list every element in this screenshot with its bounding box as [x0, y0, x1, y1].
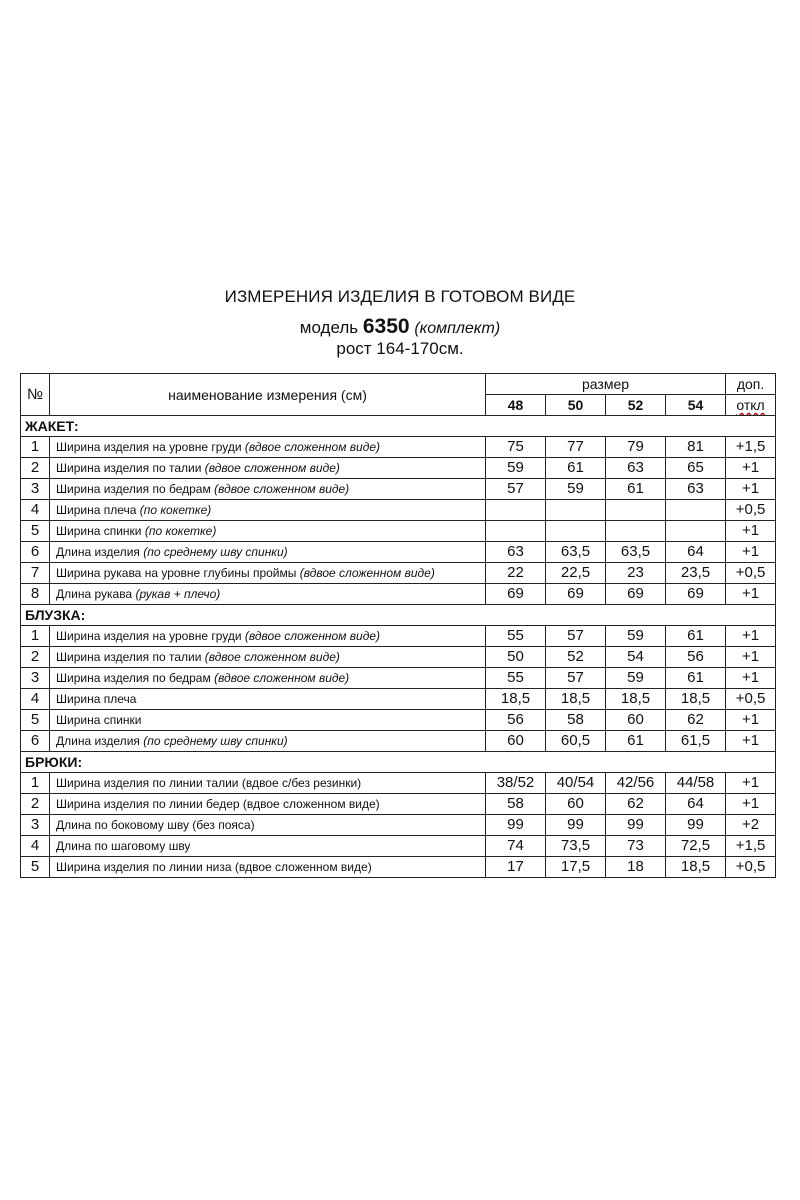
tolerance-value: +1	[726, 458, 776, 479]
size-value: 79	[606, 437, 666, 458]
measurement-name	[50, 458, 486, 479]
measurement-name	[50, 647, 486, 668]
size-value: 72,5	[666, 836, 726, 857]
row-number: 5	[21, 857, 50, 878]
size-value: 99	[666, 815, 726, 836]
tolerance-value: +1	[726, 731, 776, 752]
size-value: 61,5	[666, 731, 726, 752]
measurement-label: Ширина изделия по линии талии (вдвое с/без резинки)	[56, 776, 362, 790]
row-number: 2	[21, 458, 50, 479]
size-value: 74	[486, 836, 546, 857]
table-row	[21, 731, 776, 752]
size-value: 61	[606, 731, 666, 752]
size-value: 55	[486, 668, 546, 689]
measurement-note: (вдвое сложенном виде)	[244, 440, 381, 454]
measurement-name	[50, 563, 486, 584]
measurement-note: (вдвое сложенном виде)	[204, 650, 340, 664]
col-tolerance-header-2	[726, 395, 776, 416]
row-number: 1	[21, 437, 50, 458]
measurement-name	[50, 668, 486, 689]
size-value: 59	[606, 668, 666, 689]
size-value: 59	[606, 626, 666, 647]
tolerance-value: +1	[726, 542, 776, 563]
row-number: 1	[21, 626, 50, 647]
measurement-name	[50, 836, 486, 857]
size-value: 56	[486, 710, 546, 731]
size-value: 18,5	[666, 689, 726, 710]
size-value: 22	[486, 563, 546, 584]
header-row	[21, 374, 776, 395]
measurement-label: Ширина изделия по линии бедер (вдвое сложенном виде)	[56, 797, 380, 811]
measurement-label: Ширина спинки	[56, 524, 142, 538]
table-row	[21, 647, 776, 668]
size-value: 22,5	[546, 563, 606, 584]
size-value: 61	[546, 458, 606, 479]
measurement-label: Длина по боковому шву (без пояса)	[56, 818, 255, 832]
size-value: 42/56	[606, 773, 666, 794]
measurement-name	[50, 521, 486, 542]
table-row	[21, 458, 776, 479]
measurement-note: (по среднему шву спинки)	[143, 734, 288, 748]
size-value: 63	[666, 479, 726, 500]
row-number: 2	[21, 794, 50, 815]
size-value	[486, 500, 546, 521]
table-row	[21, 836, 776, 857]
table-row	[21, 710, 776, 731]
tolerance-value: +1	[726, 521, 776, 542]
size-value	[486, 521, 546, 542]
size-value: 55	[486, 626, 546, 647]
table-row	[21, 773, 776, 794]
row-number: 8	[21, 584, 50, 605]
table-row	[21, 542, 776, 563]
size-value: 60,5	[546, 731, 606, 752]
tolerance-value: +1	[726, 773, 776, 794]
size-value: 44/58	[666, 773, 726, 794]
size-value: 54	[606, 647, 666, 668]
size-value: 60	[546, 794, 606, 815]
measurement-label: Ширина плеча	[56, 503, 137, 517]
size-value: 60	[486, 731, 546, 752]
size-header: 52	[606, 395, 666, 416]
measurement-name	[50, 500, 486, 521]
size-value: 75	[486, 437, 546, 458]
section-row	[21, 752, 776, 773]
size-value: 63	[606, 458, 666, 479]
size-value: 57	[546, 668, 606, 689]
tolerance-value: +1	[726, 668, 776, 689]
table-row	[21, 479, 776, 500]
size-value: 77	[546, 437, 606, 458]
tolerance-value: +0,5	[726, 857, 776, 878]
size-value: 58	[486, 794, 546, 815]
size-value	[666, 500, 726, 521]
size-header: 54	[666, 395, 726, 416]
measurement-note: (вдвое сложенном виде)	[299, 566, 435, 580]
row-number: 6	[21, 731, 50, 752]
size-value: 40/54	[546, 773, 606, 794]
col-name-header: наименование измерения (см)	[50, 374, 486, 416]
section-spacer	[486, 752, 776, 773]
size-value: 61	[666, 626, 726, 647]
size-value: 18,5	[606, 689, 666, 710]
section-title: ЖАКЕТ:	[21, 416, 486, 437]
measurement-note: (по среднему шву спинки)	[143, 545, 288, 559]
table-row	[21, 857, 776, 878]
measurement-note: (вдвое сложенном виде)	[244, 629, 381, 643]
size-value: 99	[486, 815, 546, 836]
measurement-label: Ширина изделия по талии	[56, 650, 202, 664]
measurement-name	[50, 437, 486, 458]
size-value: 73	[606, 836, 666, 857]
size-value: 38/52	[486, 773, 546, 794]
measurement-note: (по кокетке)	[144, 524, 217, 538]
size-value: 99	[546, 815, 606, 836]
row-number: 3	[21, 668, 50, 689]
measurement-label: Длина изделия	[56, 545, 140, 559]
measurement-label: Длина рукава	[56, 587, 133, 601]
measurement-label: Ширина изделия по линии низа (вдвое сложенном виде)	[56, 860, 372, 874]
tolerance-value: +1	[726, 794, 776, 815]
row-number: 7	[21, 563, 50, 584]
section-title: БРЮКИ:	[21, 752, 486, 773]
tolerance-value: +1,5	[726, 437, 776, 458]
row-number: 5	[21, 521, 50, 542]
tolerance-value: +1,5	[726, 836, 776, 857]
size-value: 69	[486, 584, 546, 605]
tolerance-value: +0,5	[726, 500, 776, 521]
tolerance-value: +1	[726, 647, 776, 668]
measurement-name	[50, 626, 486, 647]
size-value	[546, 521, 606, 542]
model-prefix: модель	[299, 318, 359, 337]
measurement-note: (по кокетке)	[139, 503, 212, 517]
measurement-label: Ширина изделия по бедрам	[56, 671, 211, 685]
measurement-name	[50, 710, 486, 731]
size-value: 69	[666, 584, 726, 605]
measurement-label: Ширина изделия на уровне груди	[56, 440, 242, 454]
size-value: 23,5	[666, 563, 726, 584]
model-number: 6350	[362, 315, 410, 338]
size-value: 56	[666, 647, 726, 668]
measurement-name	[50, 689, 486, 710]
size-value: 58	[546, 710, 606, 731]
measurement-name	[50, 815, 486, 836]
size-value: 73,5	[546, 836, 606, 857]
tolerance-value: +0,5	[726, 563, 776, 584]
measurement-note: (рукав + плечо)	[135, 587, 221, 601]
tolerance-value: +1	[726, 584, 776, 605]
col-no-header: №	[21, 374, 50, 416]
tolerance-label: откл	[736, 397, 765, 413]
size-value: 59	[486, 458, 546, 479]
size-value: 63,5	[546, 542, 606, 563]
tolerance-value: +2	[726, 815, 776, 836]
size-value: 59	[546, 479, 606, 500]
measurement-label: Ширина изделия на уровне груди	[56, 629, 242, 643]
table-row	[21, 815, 776, 836]
size-value: 63	[486, 542, 546, 563]
size-value: 60	[606, 710, 666, 731]
row-number: 3	[21, 479, 50, 500]
size-value: 69	[546, 584, 606, 605]
size-value: 61	[606, 479, 666, 500]
table-row	[21, 521, 776, 542]
measurement-label: Ширина изделия по талии	[56, 461, 202, 475]
size-value: 57	[546, 626, 606, 647]
table-row	[21, 584, 776, 605]
measurement-name	[50, 794, 486, 815]
tolerance-value: +1	[726, 479, 776, 500]
row-number: 2	[21, 647, 50, 668]
size-value: 64	[666, 542, 726, 563]
measurement-label: Ширина изделия по бедрам	[56, 482, 211, 496]
size-value: 61	[666, 668, 726, 689]
measurement-name	[50, 542, 486, 563]
size-value: 50	[486, 647, 546, 668]
measurement-label: Ширина плеча	[56, 692, 137, 706]
size-value: 52	[546, 647, 606, 668]
row-number: 4	[21, 500, 50, 521]
measurement-note: (вдвое сложенном виде)	[204, 461, 340, 475]
size-value: 62	[666, 710, 726, 731]
col-size-header: размер	[486, 374, 726, 395]
row-number: 6	[21, 542, 50, 563]
measurement-name	[50, 773, 486, 794]
size-value	[606, 521, 666, 542]
size-value: 81	[666, 437, 726, 458]
size-value: 23	[606, 563, 666, 584]
table-row	[21, 563, 776, 584]
row-number: 3	[21, 815, 50, 836]
size-value: 65	[666, 458, 726, 479]
section-row	[21, 416, 776, 437]
section-spacer	[486, 416, 776, 437]
section-row	[21, 605, 776, 626]
table-row	[21, 437, 776, 458]
table-row	[21, 668, 776, 689]
table-row	[21, 500, 776, 521]
table-row	[21, 689, 776, 710]
row-number: 5	[21, 710, 50, 731]
measurement-table	[20, 373, 776, 878]
size-value: 18,5	[486, 689, 546, 710]
size-value	[546, 500, 606, 521]
size-value: 69	[606, 584, 666, 605]
size-value: 18,5	[546, 689, 606, 710]
measurement-note: (вдвое сложенном виде)	[214, 482, 350, 496]
tolerance-value: +0,5	[726, 689, 776, 710]
section-title: БЛУЗКА:	[21, 605, 486, 626]
size-value: 64	[666, 794, 726, 815]
document-title: ИЗМЕРЕНИЯ ИЗДЕЛИЯ В ГОТОВОМ ВИДЕ	[224, 287, 576, 306]
measurement-name	[50, 857, 486, 878]
tolerance-value: +1	[726, 626, 776, 647]
size-value	[606, 500, 666, 521]
size-header: 48	[486, 395, 546, 416]
size-value	[666, 521, 726, 542]
measurement-label: Длина по шаговому шву	[56, 839, 191, 853]
table-row	[21, 626, 776, 647]
measurement-name	[50, 479, 486, 500]
table-row	[21, 794, 776, 815]
row-number: 1	[21, 773, 50, 794]
measurement-label: Ширина спинки	[56, 713, 142, 727]
row-number: 4	[21, 836, 50, 857]
size-value: 18	[606, 857, 666, 878]
measurement-label: Длина изделия	[56, 734, 140, 748]
measurement-name	[50, 731, 486, 752]
size-value: 62	[606, 794, 666, 815]
measurement-note: (вдвое сложенном виде)	[214, 671, 350, 685]
col-tolerance-header-1: доп.	[726, 374, 776, 395]
model-line	[0, 316, 800, 337]
measurement-name	[50, 584, 486, 605]
size-value: 63,5	[606, 542, 666, 563]
size-value: 99	[606, 815, 666, 836]
size-header: 50	[546, 395, 606, 416]
section-spacer	[486, 605, 776, 626]
measurement-label: Ширина рукава на уровне глубины проймы	[56, 566, 297, 580]
size-value: 57	[486, 479, 546, 500]
row-number: 4	[21, 689, 50, 710]
model-suffix: (комплект)	[414, 320, 501, 337]
size-value: 18,5	[666, 857, 726, 878]
size-value: 17	[486, 857, 546, 878]
tolerance-value: +1	[726, 710, 776, 731]
height-range: рост 164-170см.	[336, 339, 464, 358]
size-value: 17,5	[546, 857, 606, 878]
